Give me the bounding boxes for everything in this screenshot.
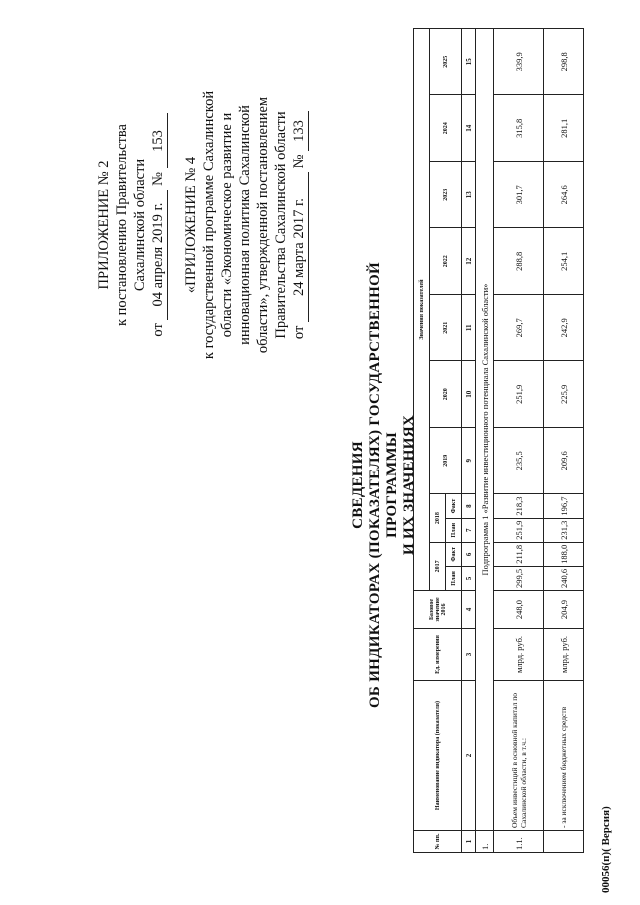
header-fact: Факт [446,542,462,566]
row-value: 242,9 [544,295,584,362]
appendix4-from: от [291,325,307,340]
row-value: 269,7 [494,295,544,362]
header-name: Наименование индикатора (показателя) [414,681,462,831]
row-value: 218,3 [494,494,544,518]
col-num: 3 [462,629,476,681]
row-value: 196,7 [544,494,584,518]
row-value: 339,9 [494,29,544,96]
header-fact: Факт [446,494,462,518]
appendix4-date: 24 марта 2017 г. [290,172,309,322]
row-unit: млрд. руб. [544,629,584,681]
row-value: 301,7 [494,162,544,229]
section-row [476,29,494,853]
section-number: 1. [476,831,494,853]
appendix2-date: 04 апреля 2019 г. [149,190,168,320]
row-value: 251,9 [494,518,544,542]
col-num: 11 [462,295,476,362]
row-unit: млрд. руб. [494,629,544,681]
row-value: 315,8 [494,95,544,162]
col-num: 7 [462,518,476,542]
row-number [544,831,584,853]
col-num: 13 [462,162,476,229]
row-value: 240,6 [544,566,584,590]
appendix2-date-row [149,45,168,405]
row-number: 1.1. [494,831,544,853]
col-num: 15 [462,29,476,96]
col-num: 8 [462,494,476,518]
row-value: 264,6 [544,162,584,229]
row-value: 251,9 [494,361,544,428]
row-value: 299,5 [494,566,544,590]
col-num: 14 [462,95,476,162]
header-year: 2021 [430,295,462,362]
column-number-row [462,29,476,853]
row-value: 248,0 [494,591,544,629]
header-year: 2020 [430,361,462,428]
appendix2-no: № [150,172,166,186]
col-num: 5 [462,566,476,590]
header-year: 2022 [430,228,462,295]
indicators-table [413,28,584,853]
row-value: 209,6 [544,428,584,495]
table-row [544,29,584,853]
appendix4-line: Правительства Сахалинской области [273,111,289,339]
col-num: 4 [462,591,476,629]
row-value: 231,3 [544,518,584,542]
header-values: Значения показателей [414,29,430,591]
header-base: Базовое значение 2016 [414,591,462,629]
header-plan: План [446,518,462,542]
header-plan: План [446,566,462,590]
header-unit: Ед. измерения [414,629,462,681]
header-year: 2019 [430,428,462,495]
row-value: 288,8 [494,228,544,295]
header-2017: 2017 [430,542,446,590]
row-name: - за исключением бюджетных средств [544,681,584,831]
appendix2-line1: к постановлению Правительства [114,124,130,326]
col-num: 1 [462,831,476,853]
appendix4-number: 133 [290,111,309,151]
header-year: 2025 [430,29,462,96]
title-line2: ОБ ИНДИКАТОРАХ (ПОКАЗАТЕЛЯХ) ГОСУДАРСТВЕННОЙ ПРОГРАММЫ [367,261,400,709]
row-value: 225,9 [544,361,584,428]
row-value: 211,8 [494,542,544,566]
col-num: 6 [462,542,476,566]
header-year: 2023 [430,162,462,229]
title-line1: СВЕДЕНИЯ [350,441,366,529]
row-value: 204,9 [544,591,584,629]
appendix2-number: 153 [149,113,168,168]
appendix4-line: области «Экономическое развитие и [219,112,235,338]
appendix4-line: области», утвержденной постановлением [255,96,271,354]
section-label: Подпрограмма 1 «Развитие инвестиционного потенциала Сахалинской области» [476,29,494,831]
title-line3: И ИХ ЗНАЧЕНИЯХ [401,414,417,556]
header-2018: 2018 [430,494,446,542]
row-value: 281,1 [544,95,584,162]
appendix2-title: ПРИЛОЖЕНИЕ № 2 [96,160,112,290]
row-value: 298,8 [544,29,584,96]
table-row [494,29,544,853]
appendix-header [95,45,309,405]
header-no: № пп. [414,831,462,853]
appendix4-line: к государственной программе Сахалинской [201,90,217,360]
col-num: 2 [462,681,476,831]
appendix2-from: от [150,323,166,337]
document-title [350,215,418,755]
col-num: 9 [462,428,476,495]
row-value: 254,1 [544,228,584,295]
appendix4-line: инновационная политика Сахалинской [237,105,253,345]
row-name: Объем инвестиций в основной капитал по Сахалинской области, в т.ч.: [494,681,544,831]
row-value: 188,0 [544,542,584,566]
col-num: 12 [462,228,476,295]
appendix4-date-row [290,45,309,405]
header-year: 2024 [430,95,462,162]
footer-version: 00056(п)( Версия) [600,806,612,893]
appendix2-line2: Сахалинской области [132,158,148,292]
appendix4-title: «ПРИЛОЖЕНИЕ № 4 [183,156,199,294]
col-num: 10 [462,361,476,428]
row-value: 235,5 [494,428,544,495]
appendix4-no: № [291,154,307,169]
